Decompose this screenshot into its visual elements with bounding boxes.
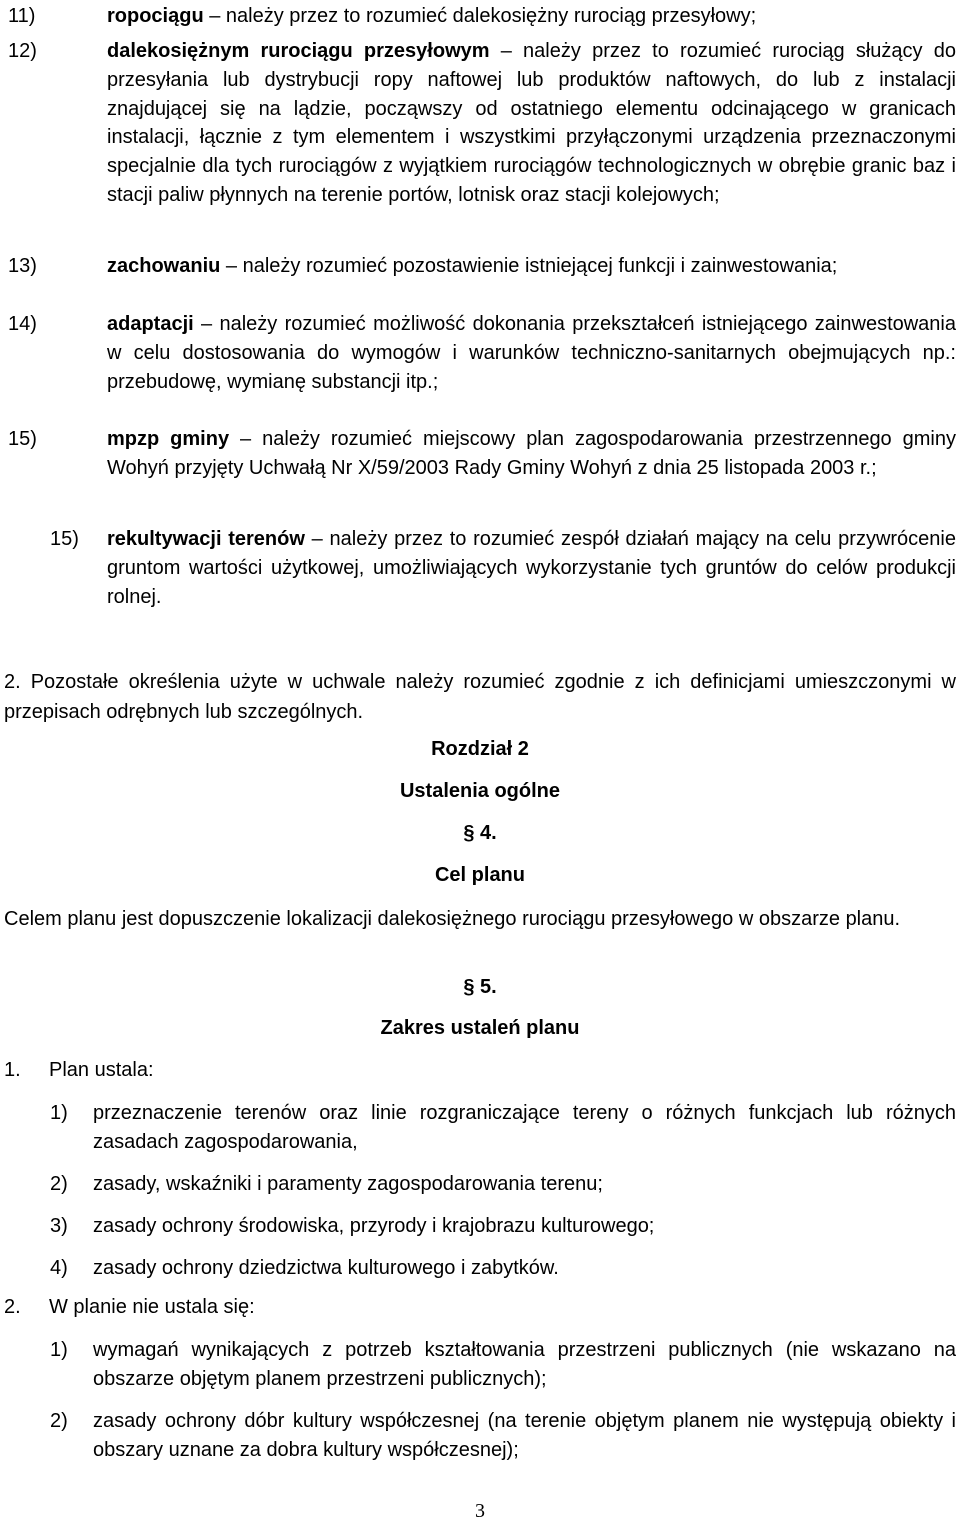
list-item-number: 3) [50, 1215, 68, 1237]
list-item-text: wymagań wynikających z potrzeb kształtowania przestrzeni publicznych (nie wskazano na obszarze objętym planem przestrzeni publicznych); [93, 1339, 956, 1390]
point-label: Plan ustala: [49, 1059, 154, 1081]
list-item-text: przeznaczenie terenów oraz linie rozgraniczające tereny o różnych funkcjach lub różnych zasadach zagospodarowania, [93, 1102, 956, 1153]
definition-term: ropociągu [107, 5, 204, 27]
list-item [0, 1254, 956, 1283]
definition-text: – należy przez to rozumieć rurociąg służący do przesyłania lub dystrybucji ropy naftowej lub produktów naftowych, do lub z instalacji znajdującej się na lądzie, począwszy od ostatniego elementu odcinającego w granicach instalacji, łącznie z tym elementem i wszystkimi przyłączonymi urządzenia przeznaczonymi specjalnie dla tych rurociągów z wyjątkiem rurociągów technologicznych w obrębie granic baz i stacji paliw płynnych na terenie portów, lotnisk oraz stacji kolejowych; [107, 40, 956, 206]
list-item-text: zasady, wskaźniki i paramenty zagospodarowania terenu; [93, 1173, 603, 1195]
list-item [0, 1170, 956, 1199]
list-item-text: zasady ochrony dóbr kultury współczesnej (na terenie objętym planem nie występują obiekty i obszary uznane za dobra kultury współczesnej); [93, 1410, 956, 1461]
definition-text: – należy przez to rozumieć zespół działań mający na celu przywrócenie gruntom wartości użytkowej, umożliwiających wykorzystanie tych gruntów do celów produkcji rolnej. [107, 528, 956, 608]
list-item-number: 2) [50, 1173, 68, 1195]
definition-term: rekultywacji terenów [107, 528, 305, 550]
definition-term: zachowaniu [107, 255, 221, 277]
section-5-mark: § 5. [463, 976, 497, 998]
list-item-number: 4) [50, 1257, 68, 1279]
definition-item [0, 525, 956, 611]
section-5-title: Zakres ustaleń planu [380, 1017, 580, 1039]
definition-number: 15) [8, 428, 37, 450]
definition-item [0, 37, 956, 210]
chapter-subtitle: Ustalenia ogólne [399, 780, 561, 802]
definition-number: 11) [8, 5, 36, 27]
list-item [0, 1099, 956, 1157]
point-number: 1. [4, 1059, 21, 1081]
section-4-mark: § 4. [463, 822, 497, 844]
chapter-title: Rozdział 2 [431, 738, 529, 760]
list-item [0, 1212, 956, 1241]
point-number: 2. [4, 1296, 21, 1318]
definition-term: mpzp gminy [107, 428, 230, 450]
list-item [0, 1407, 956, 1465]
section-4-title: Cel planu [434, 864, 525, 886]
list-item-number: 1) [50, 1339, 68, 1361]
point-2-heading [4, 1296, 255, 1319]
page-number: 3 [475, 1500, 485, 1522]
definition-text: – należy rozumieć pozostawienie istniejącej funkcji i zainwestowania; [220, 255, 838, 277]
definition-text: – należy przez to rozumieć dalekosiężny rurociąg przesyłowy; [203, 5, 757, 27]
point-label: W planie nie ustala się: [49, 1296, 255, 1318]
paragraph-2: 2. Pozostałe określenia użyte w uchwale należy rozumieć zgodnie z ich definicjami umieszczonymi w przepisach odrębnych lub szczególnych. [4, 671, 956, 723]
section-4-text: Celem planu jest dopuszczenie lokalizacji dalekosiężnego rurociągu przesyłowego w obszarze planu. [4, 908, 901, 930]
list-item-text: zasady ochrony dziedzictwa kulturowego i zabytków. [93, 1257, 559, 1279]
point-1-heading [4, 1059, 154, 1082]
definition-text: – należy rozumieć miejscowy plan zagospodarowania przestrzennego gminy Wohyń przyjęty Uchwałą Nr X/59/2003 Rady Gminy Wohyń z dnia 25 listopada 2003 r.; [107, 428, 956, 479]
definition-number: 14) [8, 313, 37, 335]
list-item-number: 2) [50, 1410, 68, 1432]
definition-number: 13) [8, 255, 37, 277]
definition-term: dalekosiężnym rurociągu przesyłowym [107, 40, 490, 62]
definition-text: – należy rozumieć możliwość dokonania przekształceń istniejącego zainwestowania w celu dostosowania do wymogów i warunków techniczno-sanitarnych obejmujących np.: przebudowę, wymianę substancji itp.; [107, 313, 956, 393]
list-item-text: zasady ochrony środowiska, przyrody i krajobrazu kulturowego; [93, 1215, 655, 1237]
definition-number: 12) [8, 40, 37, 62]
definition-item [0, 252, 956, 281]
definition-term: adaptacji [107, 313, 194, 335]
list-item [0, 1336, 956, 1394]
definition-item [0, 425, 956, 483]
definition-number: 15) [50, 528, 79, 550]
definition-item [0, 2, 956, 31]
definition-item [0, 310, 956, 396]
list-item-number: 1) [50, 1102, 68, 1124]
